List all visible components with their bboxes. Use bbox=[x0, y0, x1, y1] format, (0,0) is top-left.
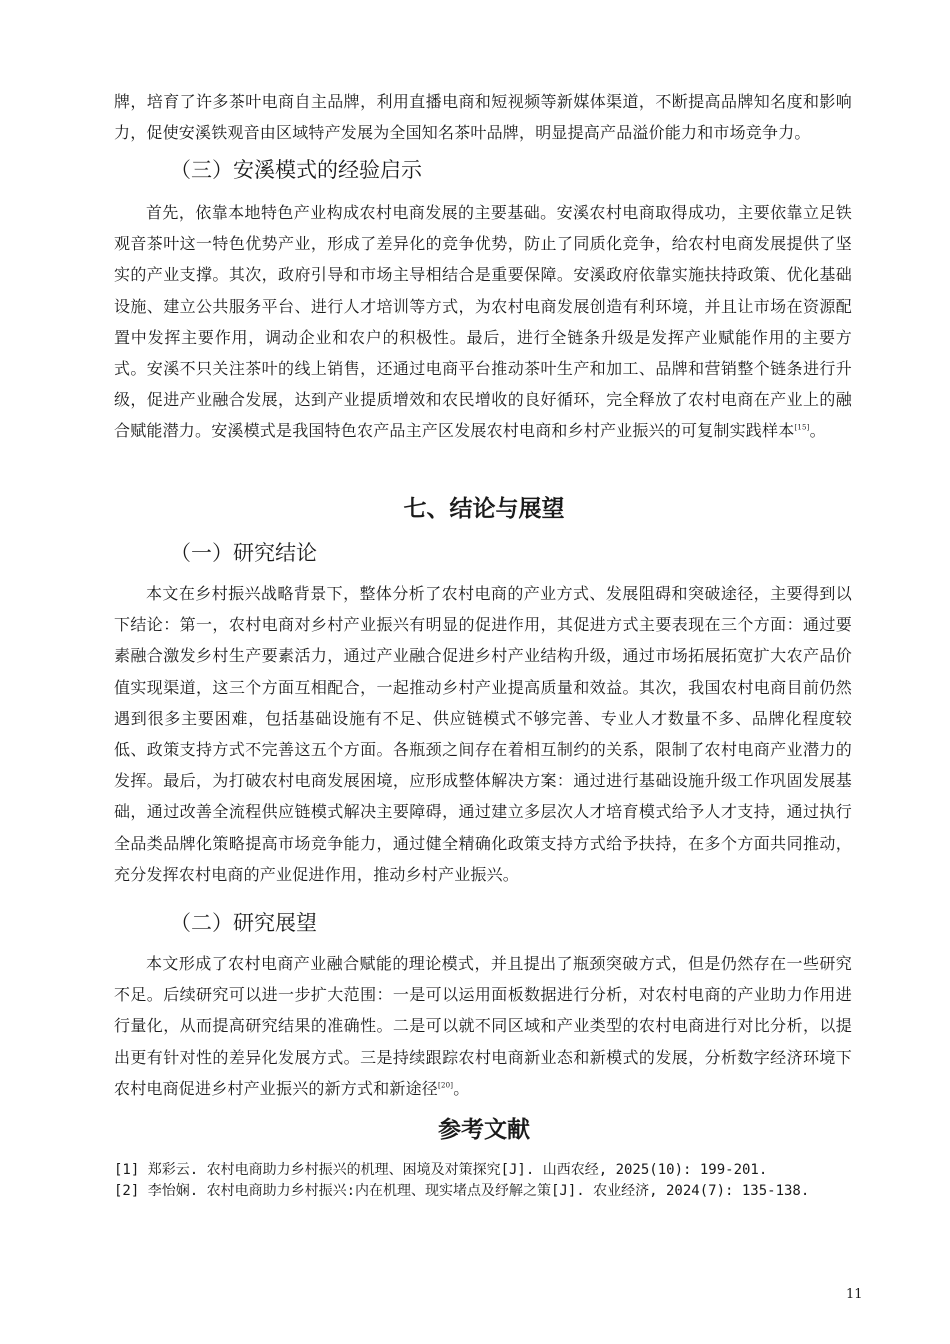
subheading-research-outlook: （二）研究展望 bbox=[170, 911, 317, 935]
citation-marker: [20] bbox=[438, 1081, 454, 1090]
references-heading: 参考文献 bbox=[438, 1117, 530, 1143]
subheading-anxi-lessons: （三）安溪模式的经验启示 bbox=[170, 158, 422, 182]
paragraph-anxi-lessons bbox=[114, 197, 852, 447]
paragraph-end: 。 bbox=[809, 421, 826, 441]
paragraph-text: 首先，依靠本地特色产业构成农村电商发展的主要基础。安溪农村电商取得成功，主要依靠立足铁观音茶叶这一特色优势产业，形成了差异化的竞争优势，防止了同质化竞争，给农村电商发展提供了坚实的产业支撑。其次，政府引导和市场主导相结合是重要保障。安溪政府依靠实施扶持政策、优化基础设施、建立公共服务平台、进行人才培训等方式，为农村电商发展创造有利环境，并且让市场在资源配置中发挥主要作用，调动企业和农户的积极性。最后，进行全链条升级是发挥产业赋能作用的主要方式。安溪不只关注茶叶的线上销售，还通过电商平台推动茶叶生产和加工、品牌和营销整个链条进行升级，促进产业融合发展，达到产业提质增效和农民增收的良好循环，完全释放了农村电商在产业上的融合赋能潜力。安溪模式是我国特色农产品主产区发展农村电商和乡村产业振兴的可复制实践样本 bbox=[114, 203, 852, 441]
page-number: 11 bbox=[846, 1287, 863, 1302]
paragraph-text: 本文形成了农村电商产业融合赋能的理论模式，并且提出了瓶颈突破方式，但是仍然存在一些研究不足。后续研究可以进一步扩大范围：一是可以运用面板数据进行分析，对农村电商的产业助力作用进行量化，从而提高研究结果的准确性。二是可以就不同区域和产业类型的农村电商进行对比分析，以提出更有针对性的差异化发展方式。三是持续跟踪农村电商新业态和新模式的发展，分析数字经济环境下农村电商促进乡村产业振兴的新方式和新途径 bbox=[114, 954, 852, 1098]
paragraph-end: 。 bbox=[453, 1078, 470, 1098]
paragraph-research-outlook bbox=[114, 948, 852, 1104]
paragraph-research-conclusion: 本文在乡村振兴战略背景下，整体分析了农村电商的产业方式、发展阻碍和突破途径，主要得到以下结论：第一，农村电商对乡村产业振兴有明显的促进作用，其促进方式主要表现在三个方面：通过要素融合激发乡村生产要素活力，通过产业融合促进乡村产业结构升级，通过市场拓展拓宽扩大农产品价值实现渠道，这三个方面互相配合，一起推动乡村产业提高质量和效益。其次，我国农村电商目前仍然遇到很多主要困难，包括基础设施有不足、供应链模式不够完善、专业人才数量不多、品牌化程度较低、政策支持方式不完善这五个方面。各瓶颈之间存在着相互制约的关系，限制了农村电商产业潜力的发挥。最后，为打破农村电商发展困境，应形成整体解决方案：通过进行基础设施升级工作巩固发展基础，通过改善全流程供应链模式解决主要障碍，通过建立多层次人才培育模式给予人才支持，通过执行全品类品牌化策略提高市场竞争能力，通过健全精确化政策支持方式给予扶持，在多个方面共同推动，充分发挥农村电商的产业促进作用，推动乡村产业振兴。 bbox=[114, 584, 852, 884]
reference-item: [2] 李怡娴. 农村电商助力乡村振兴:内在机理、现实堵点及纾解之策[J]. 农业经济, 2024(7): 135-138. bbox=[114, 1183, 810, 1199]
paragraph-continuation: 牌，培育了许多茶叶电商自主品牌，利用直播电商和短视频等新媒体渠道，不断提高品牌知名度和影响力，促使安溪铁观音由区域特产发展为全国知名茶叶品牌，明显提高产品溢价能力和市场竞争力。 bbox=[114, 92, 852, 143]
citation-marker: [15] bbox=[794, 424, 810, 433]
reference-item: [1] 郑彩云. 农村电商助力乡村振兴的机理、困境及对策探究[J]. 山西农经, 2025(10): 199-201. bbox=[114, 1162, 768, 1178]
reference-list bbox=[114, 1160, 854, 1202]
subheading-research-conclusion: （一）研究结论 bbox=[170, 541, 317, 565]
section-heading-conclusion: 七、结论与展望 bbox=[403, 496, 565, 522]
